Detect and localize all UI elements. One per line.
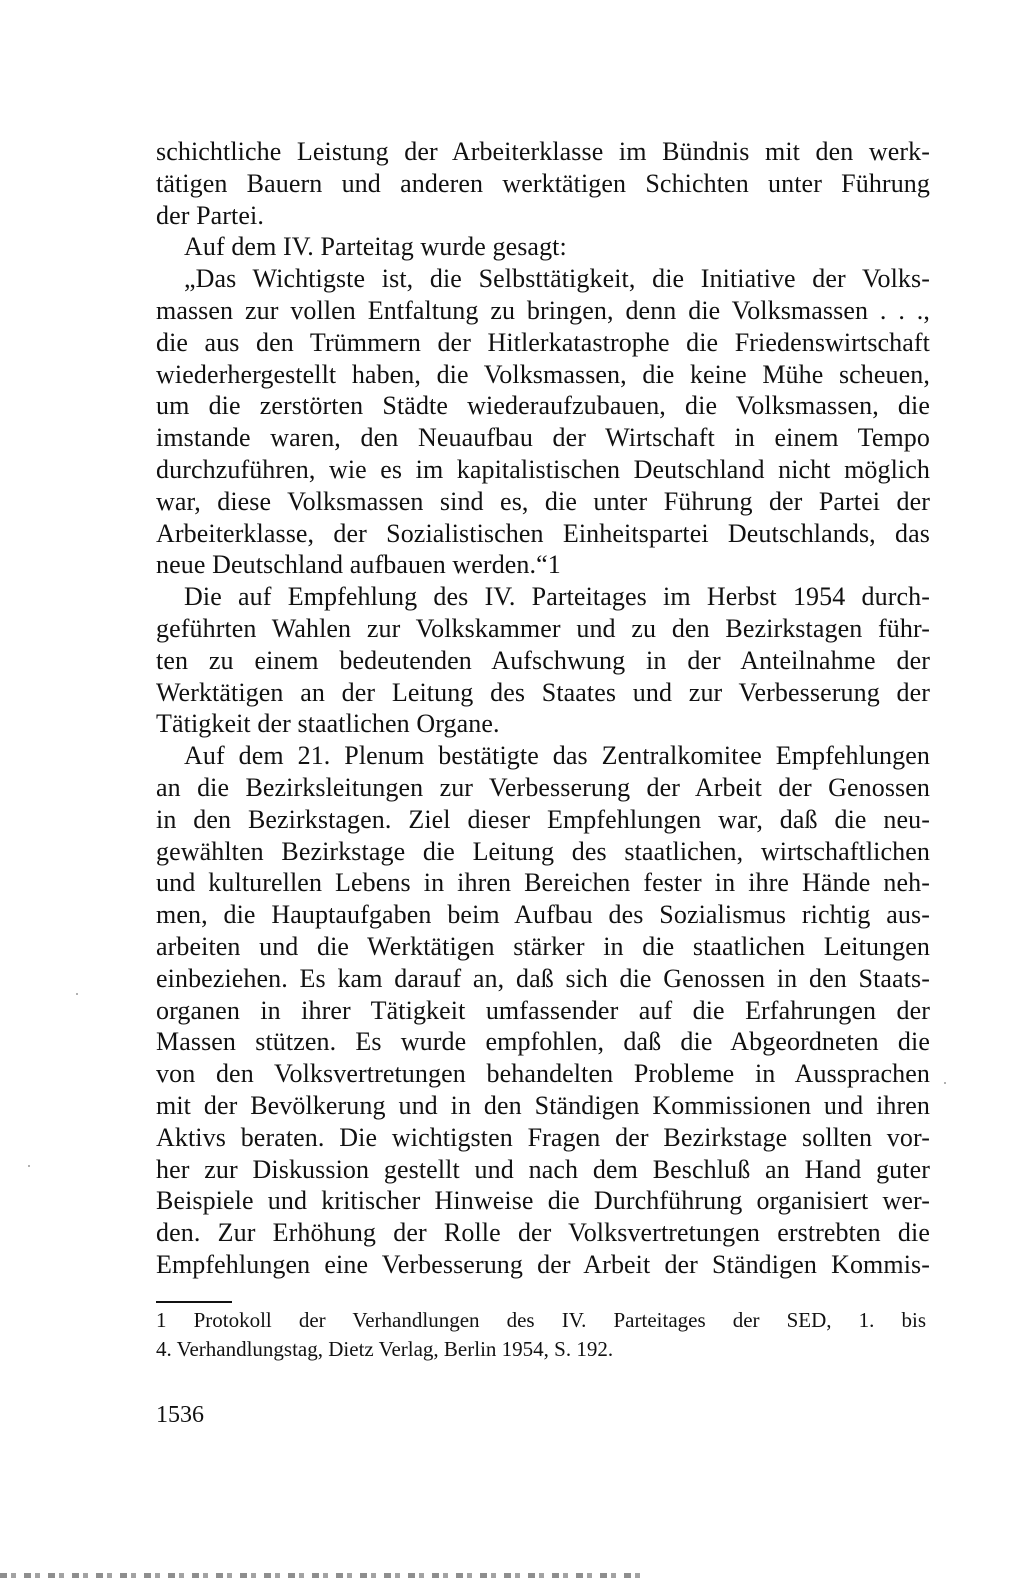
text-line: schichtliche Leistung der Arbeiterklasse im Bündnis mit den werk- — [156, 137, 930, 166]
scan-speck — [28, 1165, 30, 1167]
text-line: wiederhergestellt haben, die Volksmassen, die keine Mühe scheuen, — [156, 359, 930, 389]
scan-speck — [944, 1082, 946, 1084]
text-line: Die auf Empfehlung des IV. Parteitages im Herbst 1954 durch- — [184, 582, 930, 612]
text-line: gewählten Bezirkstage die Leitung des staatlichen, wirtschaftlichen — [156, 836, 930, 866]
text-line: geführten Wahlen zur Volkskammer und zu den Bezirkstagen führ- — [156, 613, 930, 643]
text-line: die aus den Trümmern der Hitlerkatastrophe die Friedenswirtschaft — [156, 327, 930, 357]
text-line: einbeziehen. Es kam darauf an, daß sich die Genossen in den Staats- — [156, 963, 930, 993]
page-number: 1536 — [156, 1402, 204, 1428]
text-line: arbeiten und die Werktätigen stärker in die staatlichen Leitungen — [156, 931, 930, 961]
footnote-divider — [156, 1301, 232, 1303]
text-line: Tätigkeit der staatlichen Organe. — [156, 709, 500, 739]
text-line: um die zerstörten Städte wiederaufzubauen, die Volksmassen, die — [156, 391, 930, 421]
text-line: „Das Wichtigste ist, die Selbsttätigkeit, die Initiative der Volks- — [184, 264, 930, 294]
text-line: Massen stützen. Es wurde empfohlen, daß die Abgeordneten die — [156, 1027, 930, 1057]
text-line: in den Bezirkstagen. Ziel dieser Empfehlungen war, daß die neu- — [156, 804, 930, 834]
text-line: den. Zur Erhöhung der Rolle der Volksvertretungen erstrebten die — [156, 1218, 930, 1248]
text-line: der Partei. — [156, 200, 264, 230]
footnote-line: 1 Protokoll der Verhandlungen des IV. Parteitages der SED, 1. bis — [156, 1308, 926, 1332]
text-line: men, die Hauptaufgaben beim Aufbau des Sozialismus richtig aus- — [156, 900, 930, 930]
text-line: Beispiele und kritischer Hinweise die Durchführung organisiert wer- — [156, 1186, 930, 1216]
text-line: Empfehlungen eine Verbesserung der Arbeit der Ständigen Kommis- — [156, 1249, 930, 1279]
text-line: massen zur vollen Entfaltung zu bringen, denn die Volksmassen . . ., — [156, 295, 930, 325]
footnote — [156, 1306, 926, 1364]
text-line: an die Bezirksleitungen zur Verbesserung der Arbeit der Genossen — [156, 772, 930, 802]
text-line: imstande waren, den Neuaufbau der Wirtschaft in einem Tempo — [156, 423, 930, 453]
text-line: Auf dem IV. Parteitag wurde gesagt: — [184, 232, 567, 262]
footnote-line: 4. Verhandlungstag, Dietz Verlag, Berlin 1954, S. 192. — [156, 1337, 614, 1361]
scan-speck — [76, 993, 78, 995]
text-line: mit der Bevölkerung und in den Ständigen Kommissionen und ihren — [156, 1090, 930, 1120]
text-line: von den Volksvertretungen behandelten Probleme in Aussprachen — [156, 1059, 930, 1089]
text-line: Werktätigen an der Leitung des Staates und zur Verbesserung der — [156, 677, 930, 707]
text-line: Aktivs beraten. Die wichtigsten Fragen der Bezirkstage sollten vor- — [156, 1122, 930, 1152]
text-line: ten zu einem bedeutenden Aufschwung in der Anteilnahme der — [156, 645, 930, 675]
text-line: war, diese Volksmassen sind es, die unter Führung der Partei der — [156, 486, 930, 516]
text-line: her zur Diskussion gestellt und nach dem Beschluß an Hand guter — [156, 1154, 930, 1184]
scan-edge-artifact — [0, 1573, 640, 1578]
text-line: tätigen Bauern und anderen werktätigen Schichten unter Führung — [156, 168, 930, 198]
text-line: Arbeiterklasse, der Sozialistischen Einheitspartei Deutschlands, das — [156, 518, 930, 548]
body-text — [156, 136, 930, 1281]
text-line: neue Deutschland aufbauen werden.“1 — [156, 550, 561, 580]
text-line: und kulturellen Lebens in ihren Bereichen fester in ihre Hände neh- — [156, 868, 930, 898]
text-line: durchzuführen, wie es im kapitalistischen Deutschland nicht möglich — [156, 454, 930, 484]
text-line: organen in ihrer Tätigkeit umfassender auf die Erfahrungen der — [156, 995, 930, 1025]
text-line: Auf dem 21. Plenum bestätigte das Zentralkomitee Empfehlungen — [184, 741, 930, 771]
